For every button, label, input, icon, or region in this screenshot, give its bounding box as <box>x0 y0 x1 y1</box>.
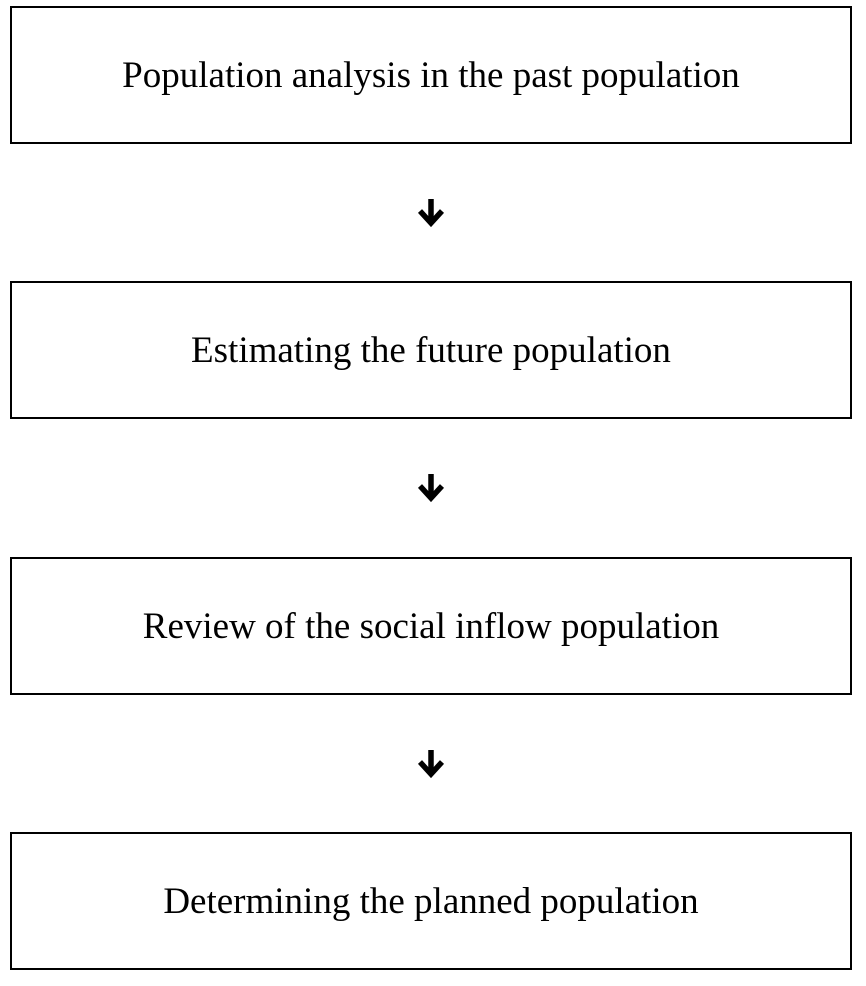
step-box-4 <box>10 832 852 970</box>
step-label-4: Determining the planned population <box>163 880 699 922</box>
step-label-3: Review of the social inflow population <box>142 605 720 647</box>
down-arrow-icon <box>415 471 447 503</box>
step-box-1 <box>10 6 852 144</box>
step-box-3 <box>10 557 852 695</box>
down-arrow-icon <box>415 747 447 779</box>
step-label-2: Estimating the future population <box>191 329 671 371</box>
step-box-2 <box>10 281 852 419</box>
step-label-1: Population analysis in the past population <box>122 54 740 96</box>
down-arrow-icon <box>415 196 447 228</box>
